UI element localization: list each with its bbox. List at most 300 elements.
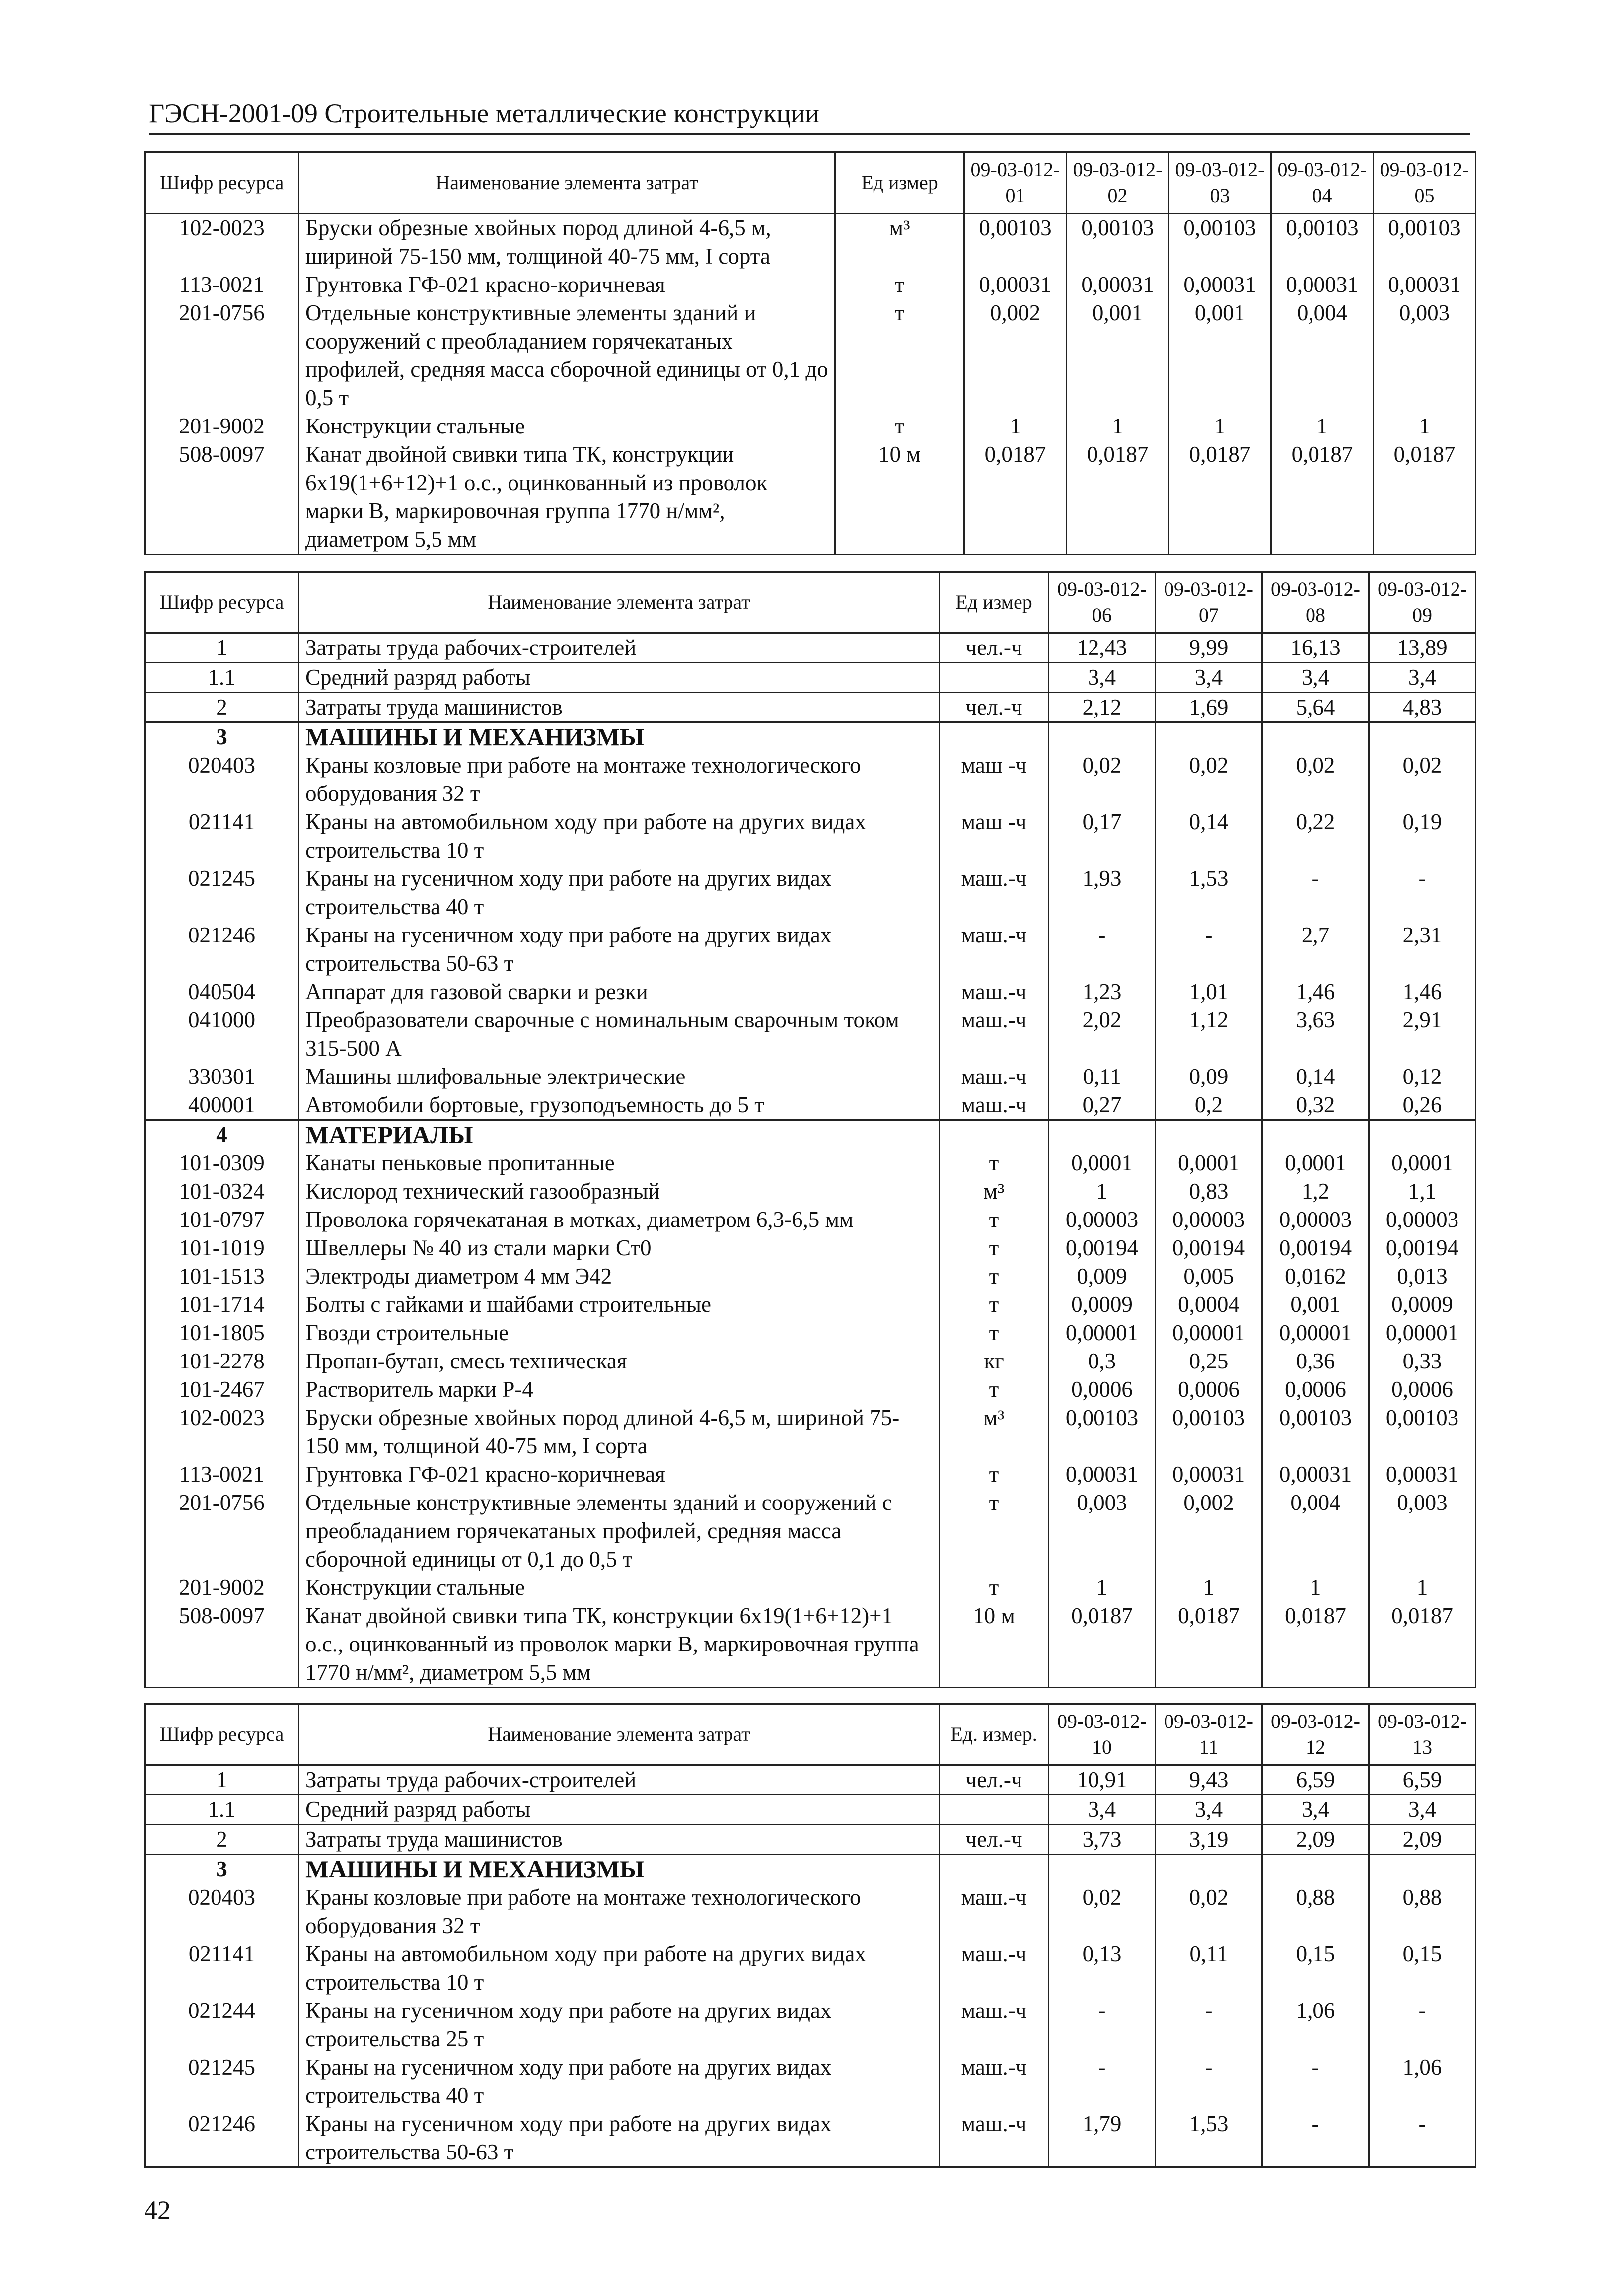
- header-column-code: 09-03-012-03: [1169, 152, 1271, 214]
- resource-code: 508-0097: [145, 1602, 299, 1688]
- resource-value: 0,0001: [1369, 1149, 1476, 1177]
- resource-value: 6,59: [1262, 1765, 1369, 1795]
- resource-code: 101-1019: [145, 1234, 299, 1262]
- header-name: Наименование элемента затрат: [299, 152, 835, 214]
- resource-value: 13,89: [1369, 633, 1476, 663]
- resource-value: 0,0187: [1262, 1602, 1369, 1688]
- resource-value: 0,02: [1049, 751, 1156, 808]
- table-header-row: [145, 1704, 1476, 1765]
- resource-value: 0,00103: [1156, 1404, 1262, 1460]
- header-column-code: 09-03-012-12: [1262, 1704, 1369, 1765]
- resource-value: 0,0187: [1374, 440, 1476, 555]
- resource-name: Преобразователи сварочные с номинальным сварочным током 315-500 А: [299, 1006, 940, 1063]
- resource-value: 1,93: [1049, 864, 1156, 921]
- resource-name: Отдельные конструктивные элементы зданий и сооружений с преобладанием горячекатаных профилей, средняя масса сборочной единицы от 0,1 до 0,5 т: [299, 1489, 940, 1574]
- resource-code: 021244: [145, 1997, 299, 2053]
- resource-value: 0,00003: [1262, 1206, 1369, 1234]
- table-row: [145, 722, 1476, 752]
- resource-name: Канаты пеньковые пропитанные: [299, 1149, 940, 1177]
- table-row: [145, 864, 1476, 921]
- resource-unit: [940, 1855, 1049, 1884]
- resource-code: 4: [145, 1120, 299, 1149]
- resource-unit: т: [835, 412, 964, 440]
- resource-value: 0,33: [1369, 1347, 1476, 1375]
- resource-value: 1,46: [1369, 978, 1476, 1006]
- resource-value: 0,002: [1156, 1489, 1262, 1574]
- resource-value: 0,02: [1262, 751, 1369, 808]
- resource-value: -: [1262, 2110, 1369, 2167]
- resource-code: 041000: [145, 1006, 299, 1063]
- resource-unit: чел.-ч: [940, 633, 1049, 663]
- resource-value: 0,002: [964, 299, 1067, 412]
- resource-value: 1: [1169, 412, 1271, 440]
- resource-value: 2,02: [1049, 1006, 1156, 1063]
- resource-value: -: [1156, 2053, 1262, 2110]
- table-row: [145, 1460, 1476, 1489]
- resource-value: 3,4: [1369, 1795, 1476, 1825]
- resource-value: 0,11: [1156, 1940, 1262, 1997]
- resource-code: 3: [145, 722, 299, 752]
- resource-value: 3,4: [1262, 663, 1369, 693]
- resource-value: 0,0006: [1156, 1375, 1262, 1404]
- resource-value: 0,15: [1369, 1940, 1476, 1997]
- resource-value: 3,63: [1262, 1006, 1369, 1063]
- resource-unit: маш.-ч: [940, 864, 1049, 921]
- resource-value: -: [1049, 1997, 1156, 2053]
- resource-value: 0,02: [1156, 1883, 1262, 1940]
- table-row: [145, 693, 1476, 722]
- table-row: [145, 440, 1476, 555]
- resource-value: 0,001: [1067, 299, 1169, 412]
- resource-value: 0,88: [1262, 1883, 1369, 1940]
- resource-name: Краны на гусеничном ходу при работе на других видах строительства 40 т: [299, 864, 940, 921]
- resource-name: Краны на автомобильном ходу при работе на других видах строительства 10 т: [299, 1940, 940, 1997]
- table-row: [145, 1319, 1476, 1347]
- resource-name: Аппарат для газовой сварки и резки: [299, 978, 940, 1006]
- table-row: [145, 1997, 1476, 2053]
- resource-value: 1,06: [1369, 2053, 1476, 2110]
- header-column-code: 09-03-012-06: [1049, 572, 1156, 633]
- resource-value: 1,1: [1369, 1177, 1476, 1206]
- resource-unit: маш.-ч: [940, 1063, 1049, 1091]
- header-code: Шифр ресурса: [145, 1704, 299, 1765]
- resource-value: 0,15: [1262, 1940, 1369, 1997]
- resource-value: 0,0187: [1369, 1602, 1476, 1688]
- resource-value: 0,00103: [1271, 214, 1374, 271]
- resource-value: 0,013: [1369, 1262, 1476, 1291]
- table-row: [145, 808, 1476, 864]
- resource-value: -: [1262, 864, 1369, 921]
- resource-code: 021246: [145, 921, 299, 978]
- resource-code: 040504: [145, 978, 299, 1006]
- resource-value: 0,14: [1156, 808, 1262, 864]
- resource-value: 10,91: [1049, 1765, 1156, 1795]
- resource-value: 0,0187: [1067, 440, 1169, 555]
- resource-name: Краны козловые при работе на монтаже технологического оборудования 32 т: [299, 751, 940, 808]
- resource-code: 021245: [145, 2053, 299, 2110]
- resource-value: 0,00003: [1156, 1206, 1262, 1234]
- resource-code: 021246: [145, 2110, 299, 2167]
- resource-value: 0,36: [1262, 1347, 1369, 1375]
- header-column-code: 09-03-012-02: [1067, 152, 1169, 214]
- resource-value: 0,003: [1369, 1489, 1476, 1574]
- resource-value: 0,00103: [1049, 1404, 1156, 1460]
- header-column-code: 09-03-012-13: [1369, 1704, 1476, 1765]
- table-row: [145, 1234, 1476, 1262]
- resource-value: 0,00031: [1369, 1460, 1476, 1489]
- resource-code: 1.1: [145, 1795, 299, 1825]
- table-row: [145, 1262, 1476, 1291]
- resource-value: 16,13: [1262, 633, 1369, 663]
- resource-name: Средний разряд работы: [299, 663, 940, 693]
- resource-unit: маш -ч: [940, 751, 1049, 808]
- table-row: [145, 1347, 1476, 1375]
- resource-value: [1369, 722, 1476, 752]
- resource-unit: т: [940, 1489, 1049, 1574]
- resource-code: 113-0021: [145, 1460, 299, 1489]
- resource-value: 0,02: [1049, 1883, 1156, 1940]
- resource-value: 0,00103: [1262, 1404, 1369, 1460]
- resource-value: -: [1049, 2053, 1156, 2110]
- resource-value: 1,53: [1156, 864, 1262, 921]
- header-column-code: 09-03-012-01: [964, 152, 1067, 214]
- resource-name: Затраты труда рабочих-строителей: [299, 633, 940, 663]
- resource-value: 0,0187: [1271, 440, 1374, 555]
- resource-unit: маш.-ч: [940, 978, 1049, 1006]
- table-row: [145, 1855, 1476, 1884]
- resource-code: 102-0023: [145, 214, 299, 271]
- resource-unit: 10 м: [940, 1602, 1049, 1688]
- resource-value: 0,00103: [1169, 214, 1271, 271]
- resource-value: -: [1049, 921, 1156, 978]
- resource-unit: маш.-ч: [940, 2110, 1049, 2167]
- table-row: [145, 1006, 1476, 1063]
- resource-value: [1049, 722, 1156, 752]
- resource-name: Бруски обрезные хвойных пород длиной 4-6,5 м, шириной 75-150 мм, толщиной 40-75 мм, I сорта: [299, 214, 835, 271]
- resource-name: МАТЕРИАЛЫ: [299, 1120, 940, 1149]
- resource-code: 113-0021: [145, 271, 299, 299]
- resource-unit: 10 м: [835, 440, 964, 555]
- table-row: [145, 1489, 1476, 1574]
- resource-value: 0,0009: [1369, 1291, 1476, 1319]
- resource-name: Проволока горячекатаная в мотках, диаметром 6,3-6,5 мм: [299, 1206, 940, 1234]
- resource-unit: т: [940, 1149, 1049, 1177]
- resource-value: 9,99: [1156, 633, 1262, 663]
- page-header: ГЭСН-2001-09 Строительные металлические конструкции: [149, 97, 1470, 135]
- resource-name: Электроды диаметром 4 мм Э42: [299, 1262, 940, 1291]
- resource-value: 0,00031: [964, 271, 1067, 299]
- resource-value: 1: [1271, 412, 1374, 440]
- header-column-code: 09-03-012-08: [1262, 572, 1369, 633]
- resource-unit: [940, 663, 1049, 693]
- table-row: [145, 1404, 1476, 1460]
- resource-value: 3,4: [1156, 1795, 1262, 1825]
- table-row: [145, 1883, 1476, 1940]
- resource-value: 0,13: [1049, 1940, 1156, 1997]
- table-row: [145, 1091, 1476, 1120]
- resource-value: 0,00001: [1049, 1319, 1156, 1347]
- resource-value: 3,4: [1369, 663, 1476, 693]
- table-row: [145, 1149, 1476, 1177]
- table-row: [145, 1825, 1476, 1855]
- resource-table-3: [144, 1703, 1475, 2168]
- resource-value: 0,32: [1262, 1091, 1369, 1120]
- resource-value: 0,00003: [1049, 1206, 1156, 1234]
- resource-value: 0,00001: [1156, 1319, 1262, 1347]
- table-row: [145, 1574, 1476, 1602]
- resource-value: 0,00194: [1156, 1234, 1262, 1262]
- resource-value: 0,00194: [1262, 1234, 1369, 1262]
- resource-code: 1: [145, 1765, 299, 1795]
- resource-unit: маш.-ч: [940, 921, 1049, 978]
- resource-value: 5,64: [1262, 693, 1369, 722]
- table-row: [145, 1375, 1476, 1404]
- resource-name: Кислород технический газообразный: [299, 1177, 940, 1206]
- resource-code: 101-2278: [145, 1347, 299, 1375]
- resource-value: 0,26: [1369, 1091, 1476, 1120]
- resource-value: 0,00103: [1067, 214, 1169, 271]
- resource-table-1: [144, 151, 1475, 555]
- resource-value: 9,43: [1156, 1765, 1262, 1795]
- table-row: [145, 751, 1476, 808]
- header-column-code: 09-03-012-09: [1369, 572, 1476, 633]
- resource-name: Канат двойной свивки типа ТК, конструкции 6х19(1+6+12)+1 о.с., оцинкованный из проволок марки В, маркировочная группа 1770 н/мм², диаметром 5,5 мм: [299, 1602, 940, 1688]
- resource-code: 330301: [145, 1063, 299, 1091]
- resource-value: 0,0004: [1156, 1291, 1262, 1319]
- resource-value: -: [1369, 1997, 1476, 2053]
- resource-code: 201-9002: [145, 1574, 299, 1602]
- resource-value: 0,3: [1049, 1347, 1156, 1375]
- resource-value: 2,12: [1049, 693, 1156, 722]
- resource-value: [1262, 1855, 1369, 1884]
- resource-value: 0,88: [1369, 1883, 1476, 1940]
- resource-unit: [940, 722, 1049, 752]
- resource-value: 0,0006: [1369, 1375, 1476, 1404]
- resource-value: 0,0187: [1169, 440, 1271, 555]
- resource-value: 2,31: [1369, 921, 1476, 978]
- resource-value: [1049, 1120, 1156, 1149]
- resource-value: -: [1262, 2053, 1369, 2110]
- resource-code: 102-0023: [145, 1404, 299, 1460]
- resource-code: 508-0097: [145, 440, 299, 555]
- resource-value: [1369, 1855, 1476, 1884]
- resource-code: 021141: [145, 808, 299, 864]
- resource-value: 0,02: [1156, 751, 1262, 808]
- resource-value: 1,01: [1156, 978, 1262, 1006]
- resource-name: Гвозди строительные: [299, 1319, 940, 1347]
- header-column-code: 09-03-012-07: [1156, 572, 1262, 633]
- resource-value: 3,4: [1262, 1795, 1369, 1825]
- resource-value: 2,91: [1369, 1006, 1476, 1063]
- table-row: [145, 2110, 1476, 2167]
- resource-value: 0,2: [1156, 1091, 1262, 1120]
- resource-unit: м³: [940, 1177, 1049, 1206]
- resource-unit: т: [940, 1460, 1049, 1489]
- resource-value: 2,09: [1262, 1825, 1369, 1855]
- resource-unit: маш.-ч: [940, 1940, 1049, 1997]
- table-row: [145, 1602, 1476, 1688]
- resource-unit: м³: [940, 1404, 1049, 1460]
- resource-value: 0,12: [1369, 1063, 1476, 1091]
- resource-code: 101-1805: [145, 1319, 299, 1347]
- resource-unit: т: [940, 1206, 1049, 1234]
- resource-value: 0,00031: [1262, 1460, 1369, 1489]
- resource-unit: маш -ч: [940, 808, 1049, 864]
- resource-value: 2,7: [1262, 921, 1369, 978]
- resource-value: 1: [964, 412, 1067, 440]
- resource-unit: т: [940, 1234, 1049, 1262]
- resource-code: 201-9002: [145, 412, 299, 440]
- resource-value: 0,17: [1049, 808, 1156, 864]
- header-column-code: 09-03-012-04: [1271, 152, 1374, 214]
- resource-unit: т: [940, 1574, 1049, 1602]
- table-row: [145, 1291, 1476, 1319]
- resource-value: 0,00031: [1067, 271, 1169, 299]
- resource-value: [1049, 1855, 1156, 1884]
- resource-value: 0,00031: [1374, 271, 1476, 299]
- resource-value: -: [1156, 921, 1262, 978]
- header-name: Наименование элемента затрат: [299, 572, 940, 633]
- resource-name: Конструкции стальные: [299, 412, 835, 440]
- resource-code: 101-1513: [145, 1262, 299, 1291]
- resource-code: 020403: [145, 1883, 299, 1940]
- table-row: [145, 271, 1476, 299]
- resource-name: Средний разряд работы: [299, 1795, 940, 1825]
- resource-value: 1: [1067, 412, 1169, 440]
- resource-value: 1,69: [1156, 693, 1262, 722]
- resource-name: Автомобили бортовые, грузоподъемность до 5 т: [299, 1091, 940, 1120]
- resource-name: Бруски обрезные хвойных пород длиной 4-6,5 м, шириной 75-150 мм, толщиной 40-75 мм, I сорта: [299, 1404, 940, 1460]
- resource-name: МАШИНЫ И МЕХАНИЗМЫ: [299, 722, 940, 752]
- resource-value: 3,73: [1049, 1825, 1156, 1855]
- resource-value: -: [1369, 864, 1476, 921]
- resource-value: 0,83: [1156, 1177, 1262, 1206]
- resource-value: 1,06: [1262, 1997, 1369, 2053]
- resource-value: [1369, 1120, 1476, 1149]
- resource-code: 021141: [145, 1940, 299, 1997]
- table-row: [145, 633, 1476, 663]
- resource-value: 0,0006: [1049, 1375, 1156, 1404]
- resource-value: 1: [1049, 1574, 1156, 1602]
- resource-value: [1156, 1855, 1262, 1884]
- resource-value: [1156, 722, 1262, 752]
- table-row: [145, 663, 1476, 693]
- resource-value: 0,00031: [1049, 1460, 1156, 1489]
- resource-value: 0,09: [1156, 1063, 1262, 1091]
- resource-value: 0,00003: [1369, 1206, 1476, 1234]
- resource-name: Конструкции стальные: [299, 1574, 940, 1602]
- table-row: [145, 1120, 1476, 1149]
- table-header-row: [145, 152, 1476, 214]
- resource-name: Затраты труда машинистов: [299, 1825, 940, 1855]
- table-row: [145, 1063, 1476, 1091]
- resource-unit: т: [940, 1375, 1049, 1404]
- resource-value: 3,19: [1156, 1825, 1262, 1855]
- table-row: [145, 978, 1476, 1006]
- resource-value: 0,00194: [1049, 1234, 1156, 1262]
- header-name: Наименование элемента затрат: [299, 1704, 940, 1765]
- resource-value: 1: [1262, 1574, 1369, 1602]
- table-header-row: [145, 572, 1476, 633]
- resource-code: 201-0756: [145, 1489, 299, 1574]
- resource-value: 0,009: [1049, 1262, 1156, 1291]
- resource-name: Канат двойной свивки типа ТК, конструкции 6х19(1+6+12)+1 о.с., оцинкованный из проволок марки В, маркировочная группа 1770 н/мм², диаметром 5,5 мм: [299, 440, 835, 555]
- resource-value: 0,00031: [1271, 271, 1374, 299]
- resource-code: 3: [145, 1855, 299, 1884]
- resource-value: 0,11: [1049, 1063, 1156, 1091]
- resource-unit: т: [835, 299, 964, 412]
- resource-unit: маш.-ч: [940, 1883, 1049, 1940]
- resource-unit: [940, 1795, 1049, 1825]
- resource-unit: маш.-ч: [940, 1091, 1049, 1120]
- resource-value: 2,09: [1369, 1825, 1476, 1855]
- header-column-code: 09-03-012-11: [1156, 1704, 1262, 1765]
- resource-value: 4,83: [1369, 693, 1476, 722]
- resource-value: -: [1369, 2110, 1476, 2167]
- resource-value: 1,2: [1262, 1177, 1369, 1206]
- resource-value: 0,14: [1262, 1063, 1369, 1091]
- header-unit: Ед. измер.: [940, 1704, 1049, 1765]
- resource-value: 0,001: [1169, 299, 1271, 412]
- resource-value: 0,003: [1049, 1489, 1156, 1574]
- resource-unit: чел.-ч: [940, 1825, 1049, 1855]
- resource-name: Затраты труда машинистов: [299, 693, 940, 722]
- resource-value: 1: [1049, 1177, 1156, 1206]
- resource-value: 0,25: [1156, 1347, 1262, 1375]
- resource-unit: м³: [835, 214, 964, 271]
- resource-unit: маш.-ч: [940, 1997, 1049, 2053]
- resource-value: 0,00103: [964, 214, 1067, 271]
- resource-unit: чел.-ч: [940, 693, 1049, 722]
- resource-value: 0,001: [1262, 1291, 1369, 1319]
- resource-name: Машины шлифовальные электрические: [299, 1063, 940, 1091]
- resource-value: 0,0001: [1049, 1149, 1156, 1177]
- table-row: [145, 921, 1476, 978]
- resource-unit: маш.-ч: [940, 2053, 1049, 2110]
- header-column-code: 09-03-012-10: [1049, 1704, 1156, 1765]
- resource-value: 0,00103: [1374, 214, 1476, 271]
- resource-value: 3,4: [1049, 663, 1156, 693]
- table: [144, 151, 1476, 555]
- resource-code: 1.1: [145, 663, 299, 693]
- resource-name: Краны на гусеничном ходу при работе на других видах строительства 25 т: [299, 1997, 940, 2053]
- resource-value: 0,00031: [1169, 271, 1271, 299]
- resource-name: Растворитель марки Р-4: [299, 1375, 940, 1404]
- resource-value: 3,4: [1049, 1795, 1156, 1825]
- resource-unit: [940, 1120, 1049, 1149]
- resource-value: -: [1156, 1997, 1262, 2053]
- resource-code: 101-0324: [145, 1177, 299, 1206]
- resource-value: 0,003: [1374, 299, 1476, 412]
- resource-code: 101-2467: [145, 1375, 299, 1404]
- table-row: [145, 214, 1476, 271]
- resource-value: 0,0006: [1262, 1375, 1369, 1404]
- resource-name: Краны козловые при работе на монтаже технологического оборудования 32 т: [299, 1883, 940, 1940]
- resource-name: Краны на гусеничном ходу при работе на других видах строительства 50-63 т: [299, 2110, 940, 2167]
- table-row: [145, 299, 1476, 412]
- resource-value: 0,0009: [1049, 1291, 1156, 1319]
- page-number: 42: [144, 2195, 171, 2225]
- resource-code: 101-1714: [145, 1291, 299, 1319]
- resource-unit: т: [940, 1319, 1049, 1347]
- resource-code: 101-0309: [145, 1149, 299, 1177]
- resource-name: Болты с гайками и шайбами строительные: [299, 1291, 940, 1319]
- resource-code: 101-0797: [145, 1206, 299, 1234]
- resource-value: [1262, 722, 1369, 752]
- resource-value: 0,0162: [1262, 1262, 1369, 1291]
- resource-value: 1: [1369, 1574, 1476, 1602]
- resource-name: Швеллеры № 40 из стали марки Ст0: [299, 1234, 940, 1262]
